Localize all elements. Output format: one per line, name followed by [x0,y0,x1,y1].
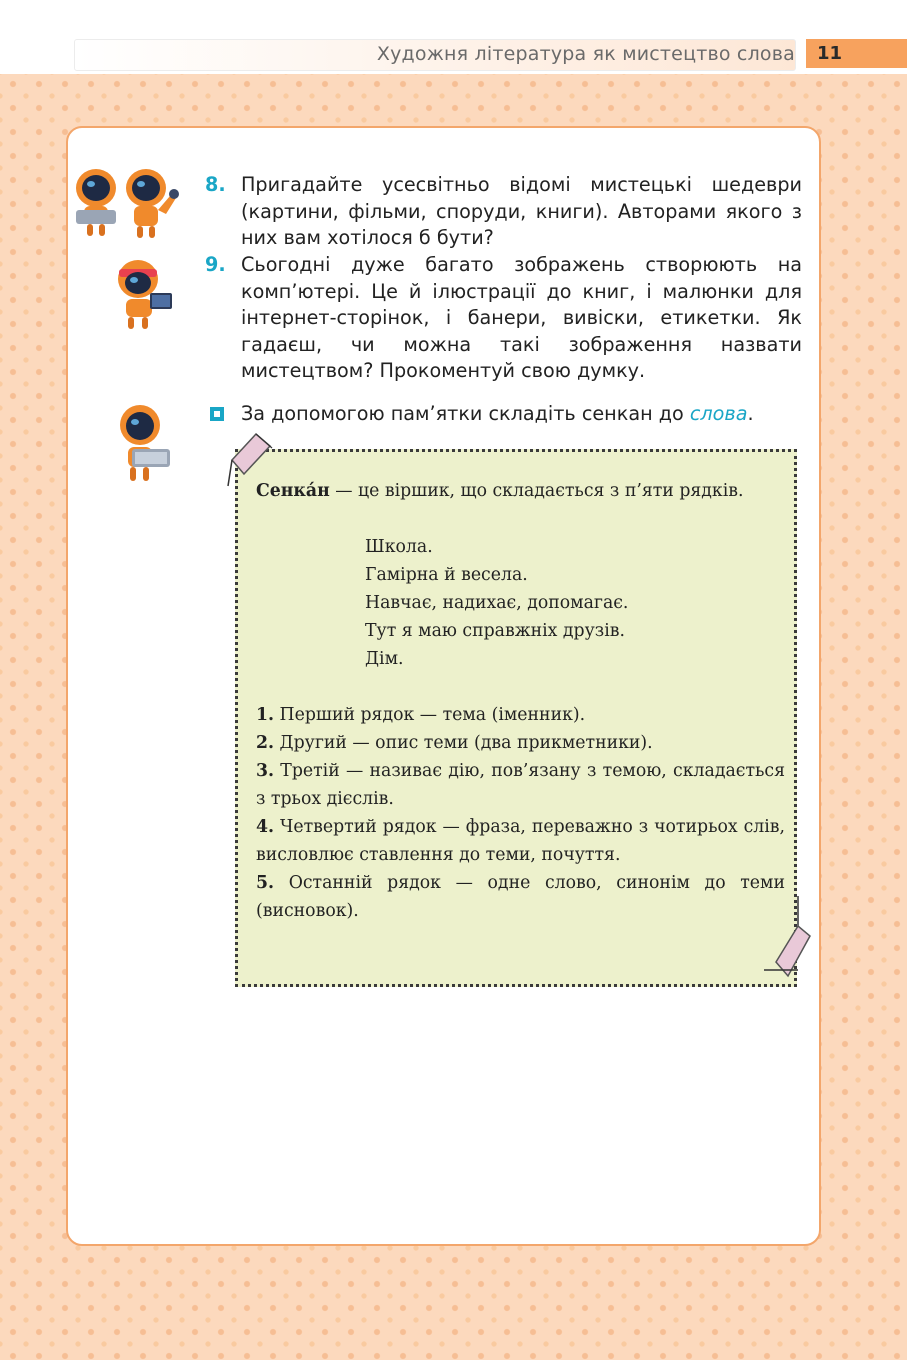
robot-tablet-icon [112,403,176,485]
memo-rule: 4. Четвертий рядок — фраза, переважно з чотирьох слів, висловлює ставлення до теми, почуття. [256,817,785,865]
question-8 [205,172,802,252]
question-text: Сьогодні дуже багато зображень створюють на комп’ютері. Це й ілюстрації до книг, і малюнки для інтернет-сторінок, і банери, вивіски, етикетки. Як гадаєш, чи можна такі зображення назвати мистецтвом? Прокоментуй свою думку. [241,253,802,383]
task-square-icon [210,407,224,421]
memo-rule: 3. Третій — називає дію, пов’язану з темою, складається з трьох дієслів. [256,761,785,809]
poem-line: Гамірна й весела. [365,565,528,585]
poem-line: Школа. [365,537,433,557]
memo-rule: 2. Другий — опис теми (два прикметники). [256,733,653,753]
section-title: Художня література як мистецтво слова [376,43,795,65]
memo-content [256,477,785,925]
task-instruction: За допомогою пам’ятки складіть сенкан до слова. [241,402,754,425]
memo-rule: 5. Останній рядок — одне слово, синонім до теми (висновок). [256,873,785,921]
poem-line: Тут я маю справжніх друзів. [365,621,625,641]
memo-term: Сенка́н [256,481,330,501]
question-number: 9. [205,253,226,276]
question-9 [205,252,802,385]
page-number: 11 [806,39,907,68]
sample-poem [365,533,785,673]
task-keyword: слова [689,402,748,425]
question-number: 8. [205,173,226,196]
poem-line: Навчає, надихає, допомагає. [365,593,629,613]
robot-pair-icon [70,166,182,240]
poem-line: Дім. [365,649,404,669]
memo-rule: 1. Перший рядок — тема (іменник). [256,705,586,725]
question-text: Пригадайте усесвітньо відомі мистецькі шедеври (картини, фільми, споруди, книги). Авторами якого з них вам хотілося б бути? [241,173,802,250]
memo-definition: Сенка́н — це віршик, що складається з п’яти рядків. [256,481,744,501]
robot-laptop-icon [110,257,182,333]
